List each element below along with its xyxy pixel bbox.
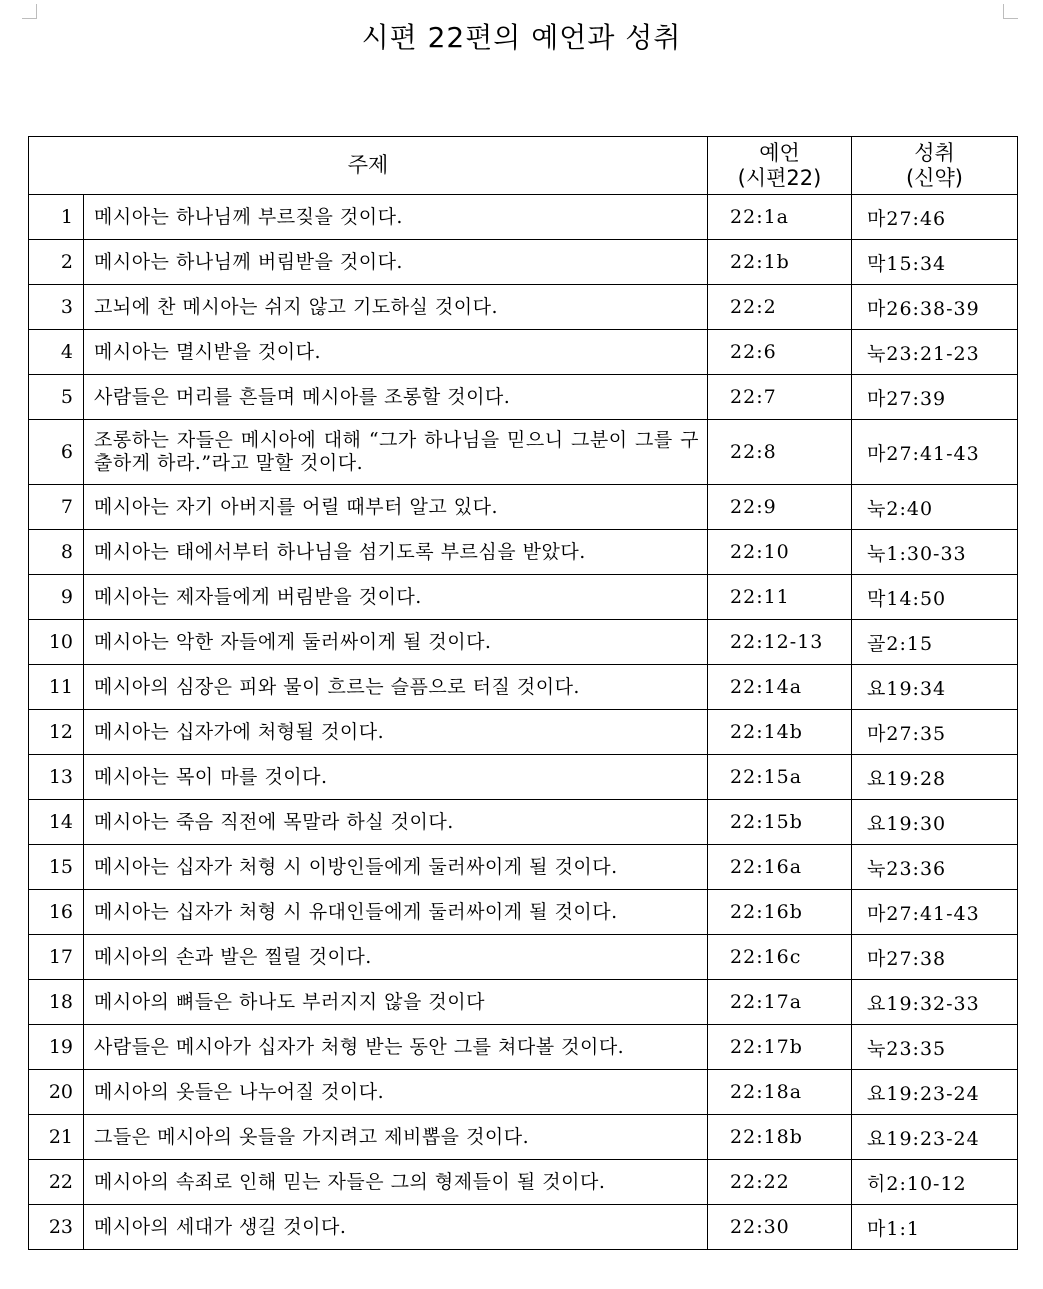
row-prophecy-ref: 22:16a xyxy=(708,845,852,890)
row-fulfillment-ref: 요19:23-24 xyxy=(852,1115,1018,1160)
table-row xyxy=(29,485,1018,530)
header-prophecy-line2: (시편22) xyxy=(737,165,822,190)
row-topic: 메시아는 목이 마를 것이다. xyxy=(84,755,708,800)
row-fulfillment-ref: 요19:34 xyxy=(852,665,1018,710)
page-title: 시편 22편의 예언과 성취 xyxy=(361,21,682,54)
row-fulfillment-ref: 마27:41-43 xyxy=(852,890,1018,935)
row-topic: 메시아의 옷들은 나누어질 것이다. xyxy=(84,1070,708,1115)
row-topic: 메시아는 십자가 처형 시 이방인들에게 둘러싸이게 될 것이다. xyxy=(84,845,708,890)
row-prophecy-ref: 22:30 xyxy=(708,1205,852,1250)
row-topic: 메시아의 뼈들은 하나도 부러지지 않을 것이다 xyxy=(84,980,708,1025)
table-row xyxy=(29,935,1018,980)
row-number: 13 xyxy=(29,755,84,800)
row-prophecy-ref: 22:18b xyxy=(708,1115,852,1160)
header-topic: 주제 xyxy=(29,137,708,195)
row-topic: 메시아는 제자들에게 버림받을 것이다. xyxy=(84,575,708,620)
table-row xyxy=(29,420,1018,485)
row-topic: 메시아는 태에서부터 하나님을 섬기도록 부르심을 받았다. xyxy=(84,530,708,575)
row-prophecy-ref: 22:7 xyxy=(708,375,852,420)
row-prophecy-ref: 22:1a xyxy=(708,195,852,240)
table-row xyxy=(29,530,1018,575)
row-prophecy-ref: 22:18a xyxy=(708,1070,852,1115)
row-topic: 사람들은 메시아가 십자가 처형 받는 동안 그를 쳐다볼 것이다. xyxy=(84,1025,708,1070)
row-fulfillment-ref: 마27:46 xyxy=(852,195,1018,240)
row-fulfillment-ref: 눅23:36 xyxy=(852,845,1018,890)
table-row xyxy=(29,755,1018,800)
row-number: 5 xyxy=(29,375,84,420)
row-prophecy-ref: 22:11 xyxy=(708,575,852,620)
header-prophecy xyxy=(708,137,852,195)
row-fulfillment-ref: 막14:50 xyxy=(852,575,1018,620)
row-number: 18 xyxy=(29,980,84,1025)
row-fulfillment-ref: 요19:30 xyxy=(852,800,1018,845)
row-fulfillment-ref: 요19:28 xyxy=(852,755,1018,800)
table-row xyxy=(29,330,1018,375)
table-header-row xyxy=(29,137,1018,195)
row-prophecy-ref: 22:17b xyxy=(708,1025,852,1070)
row-topic: 메시아의 세대가 생길 것이다. xyxy=(84,1205,708,1250)
row-number: 14 xyxy=(29,800,84,845)
row-topic: 메시아는 하나님께 버림받을 것이다. xyxy=(84,240,708,285)
table-row xyxy=(29,1070,1018,1115)
row-number: 11 xyxy=(29,665,84,710)
row-prophecy-ref: 22:14a xyxy=(708,665,852,710)
row-fulfillment-ref: 골2:15 xyxy=(852,620,1018,665)
row-number: 3 xyxy=(29,285,84,330)
row-prophecy-ref: 22:12-13 xyxy=(708,620,852,665)
table-row xyxy=(29,980,1018,1025)
row-fulfillment-ref: 마27:41-43 xyxy=(852,420,1018,485)
row-topic: 메시아는 멸시받을 것이다. xyxy=(84,330,708,375)
table-row xyxy=(29,845,1018,890)
row-fulfillment-ref: 마27:38 xyxy=(852,935,1018,980)
row-fulfillment-ref: 마27:35 xyxy=(852,710,1018,755)
row-number: 1 xyxy=(29,195,84,240)
row-topic: 메시아의 속죄로 인해 믿는 자들은 그의 형제들이 될 것이다. xyxy=(84,1160,708,1205)
table-row xyxy=(29,1160,1018,1205)
table-row xyxy=(29,620,1018,665)
row-prophecy-ref: 22:17a xyxy=(708,980,852,1025)
row-number: 12 xyxy=(29,710,84,755)
row-prophecy-ref: 22:14b xyxy=(708,710,852,755)
row-prophecy-ref: 22:16b xyxy=(708,890,852,935)
row-number: 17 xyxy=(29,935,84,980)
row-fulfillment-ref: 막15:34 xyxy=(852,240,1018,285)
row-number: 20 xyxy=(29,1070,84,1115)
row-topic: 메시아의 심장은 피와 물이 흐르는 슬픔으로 터질 것이다. xyxy=(84,665,708,710)
row-topic: 메시아는 죽음 직전에 목말라 하실 것이다. xyxy=(84,800,708,845)
row-topic: 사람들은 머리를 흔들며 메시아를 조롱할 것이다. xyxy=(84,375,708,420)
table-row xyxy=(29,195,1018,240)
header-fulfillment-line2: (신약) xyxy=(906,165,963,190)
header-prophecy-line1: 예언 xyxy=(759,140,800,165)
row-prophecy-ref: 22:16c xyxy=(708,935,852,980)
row-number: 19 xyxy=(29,1025,84,1070)
row-number: 21 xyxy=(29,1115,84,1160)
row-fulfillment-ref: 마27:39 xyxy=(852,375,1018,420)
row-fulfillment-ref: 마1:1 xyxy=(852,1205,1018,1250)
header-fulfillment xyxy=(852,137,1018,195)
row-topic: 메시아는 악한 자들에게 둘러싸이게 될 것이다. xyxy=(84,620,708,665)
row-prophecy-ref: 22:6 xyxy=(708,330,852,375)
row-number: 6 xyxy=(29,420,84,485)
table-row xyxy=(29,665,1018,710)
row-prophecy-ref: 22:15b xyxy=(708,800,852,845)
row-topic: 메시아는 십자가 처형 시 유대인들에게 둘러싸이게 될 것이다. xyxy=(84,890,708,935)
row-prophecy-ref: 22:22 xyxy=(708,1160,852,1205)
table-row xyxy=(29,240,1018,285)
table-row xyxy=(29,285,1018,330)
row-number: 23 xyxy=(29,1205,84,1250)
row-topic: 메시아는 십자가에 처형될 것이다. xyxy=(84,710,708,755)
row-topic: 메시아는 자기 아버지를 어릴 때부터 알고 있다. xyxy=(84,485,708,530)
row-prophecy-ref: 22:1b xyxy=(708,240,852,285)
row-number: 2 xyxy=(29,240,84,285)
table-row xyxy=(29,890,1018,935)
row-fulfillment-ref: 마26:38-39 xyxy=(852,285,1018,330)
table-row xyxy=(29,710,1018,755)
table-row xyxy=(29,575,1018,620)
row-fulfillment-ref: 요19:32-33 xyxy=(852,980,1018,1025)
row-prophecy-ref: 22:9 xyxy=(708,485,852,530)
row-topic: 메시아는 하나님께 부르짖을 것이다. xyxy=(84,195,708,240)
row-prophecy-ref: 22:15a xyxy=(708,755,852,800)
row-number: 16 xyxy=(29,890,84,935)
row-fulfillment-ref: 눅2:40 xyxy=(852,485,1018,530)
row-number: 22 xyxy=(29,1160,84,1205)
row-topic: 그들은 메시아의 옷들을 가지려고 제비뽑을 것이다. xyxy=(84,1115,708,1160)
row-fulfillment-ref: 눅23:35 xyxy=(852,1025,1018,1070)
row-topic: 조롱하는 자들은 메시아에 대해 “그가 하나님을 믿으니 그분이 그를 구출하게 하라.”라고 말할 것이다. xyxy=(84,420,708,485)
row-topic: 고뇌에 찬 메시아는 쉬지 않고 기도하실 것이다. xyxy=(84,285,708,330)
row-number: 9 xyxy=(29,575,84,620)
row-fulfillment-ref: 요19:23-24 xyxy=(852,1070,1018,1115)
row-topic: 메시아의 손과 발은 찔릴 것이다. xyxy=(84,935,708,980)
row-prophecy-ref: 22:2 xyxy=(708,285,852,330)
row-prophecy-ref: 22:10 xyxy=(708,530,852,575)
table-row xyxy=(29,1205,1018,1250)
table-body xyxy=(29,195,1018,1250)
table-row xyxy=(29,1115,1018,1160)
row-number: 4 xyxy=(29,330,84,375)
row-fulfillment-ref: 눅23:21-23 xyxy=(852,330,1018,375)
row-fulfillment-ref: 히2:10-12 xyxy=(852,1160,1018,1205)
table-row xyxy=(29,800,1018,845)
row-number: 8 xyxy=(29,530,84,575)
table-row xyxy=(29,1025,1018,1070)
row-prophecy-ref: 22:8 xyxy=(708,420,852,485)
table-row xyxy=(29,375,1018,420)
row-number: 15 xyxy=(29,845,84,890)
row-fulfillment-ref: 눅1:30-33 xyxy=(852,530,1018,575)
header-fulfillment-line1: 성취 xyxy=(914,140,955,165)
row-number: 7 xyxy=(29,485,84,530)
prophecy-table xyxy=(28,136,1018,1250)
row-number: 10 xyxy=(29,620,84,665)
